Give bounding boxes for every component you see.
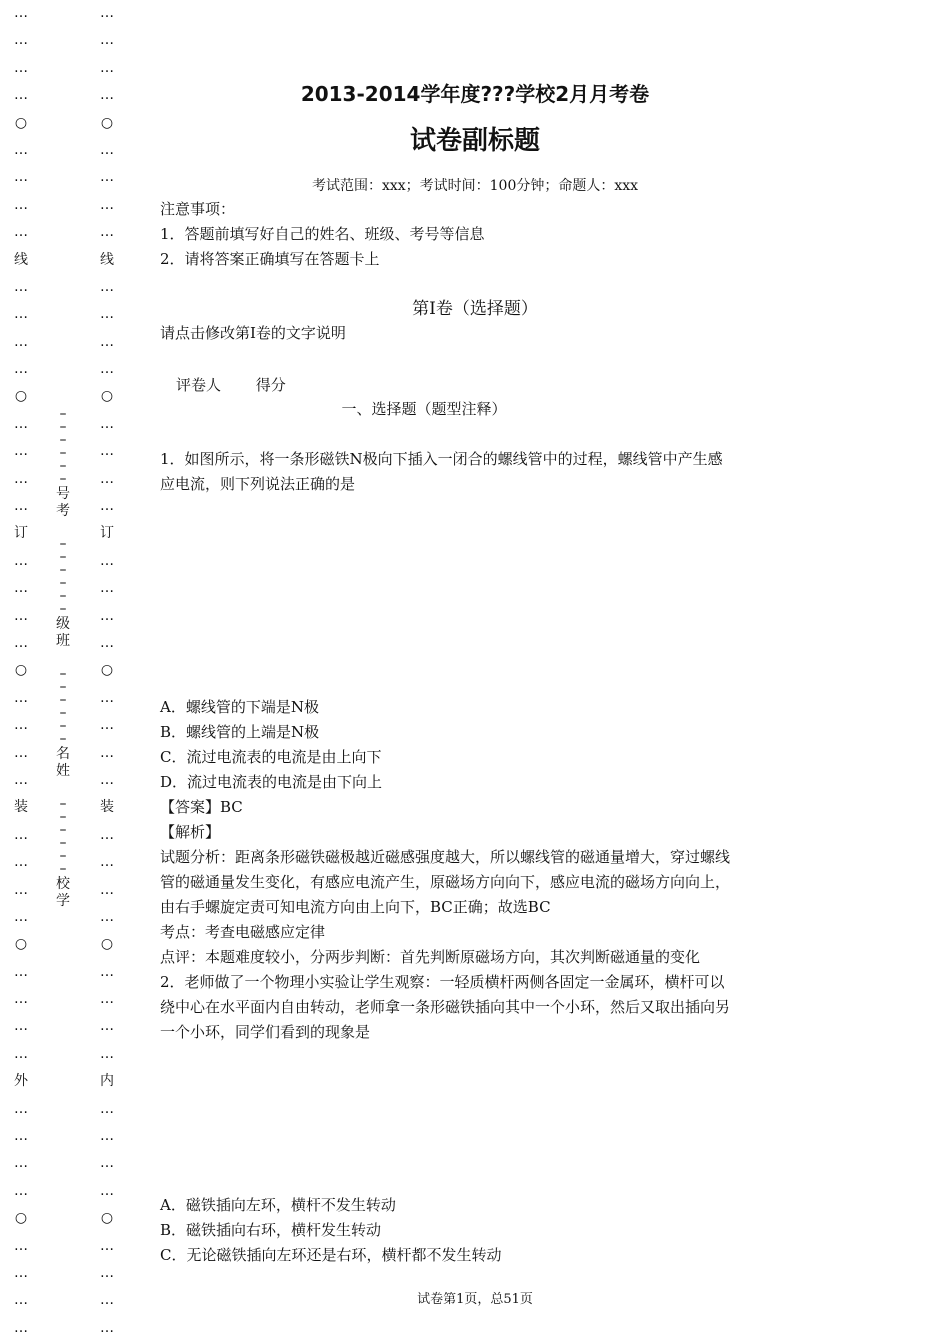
comment: 点评：本题难度较小，分两步判断：首先判断原磁场方向，其次判断磁通量的变化 <box>160 948 701 966</box>
underline-dash: – <box>59 796 67 812</box>
option: B．螺线管的上端是N极 <box>160 723 320 741</box>
margin-mark: … <box>14 1319 28 1336</box>
margin-mark: … <box>14 1045 28 1062</box>
analysis-line: 试题分析：距离条形磁铁磁极越近磁感强度越大，所以螺线管的磁通量增大，穿过螺线 <box>160 848 731 866</box>
underline-dash: – <box>59 861 67 877</box>
margin-mark: 订 <box>100 525 114 542</box>
margin-mark: … <box>100 580 114 597</box>
margin-mark: … <box>100 224 114 241</box>
option: A．螺线管的下端是N极 <box>160 698 319 716</box>
margin-mark: … <box>100 1018 114 1035</box>
margin-circle: ○ <box>100 936 114 953</box>
margin-mark: … <box>14 470 28 487</box>
binding-field-label: 号 考 <box>56 486 70 519</box>
margin-circle: ○ <box>100 662 114 679</box>
underline-dash: – <box>59 549 67 565</box>
notes-item: 1．答题前填写好自己的姓名、班级、考号等信息 <box>160 225 485 243</box>
volume-description: 请点击修改第I卷的文字说明 <box>160 324 346 342</box>
margin-mark: … <box>14 59 28 76</box>
margin-mark: … <box>100 333 114 350</box>
volume-heading: 第I卷（选择题） <box>412 299 538 319</box>
underline-dash: – <box>59 445 67 461</box>
margin-mark: … <box>100 771 114 788</box>
margin-mark: 线 <box>100 251 114 268</box>
underline-dash: – <box>59 679 67 695</box>
margin-mark: … <box>100 908 114 925</box>
margin-mark: … <box>100 689 114 706</box>
margin-circle: ○ <box>14 662 28 679</box>
binding-margin-outer <box>8 0 34 1342</box>
margin-mark: … <box>100 963 114 980</box>
underline-dash: – <box>59 536 67 552</box>
margin-mark: … <box>100 306 114 323</box>
underline-dash: – <box>59 471 67 487</box>
margin-mark: … <box>14 361 28 378</box>
underline-dash: – <box>59 848 67 864</box>
margin-mark: … <box>14 744 28 761</box>
margin-mark: … <box>14 32 28 49</box>
underline-dash: – <box>59 718 67 734</box>
analysis-line: 由右手螺旋定责可知电流方向由上向下，BC正确；故选BC <box>160 898 551 916</box>
underline-dash: – <box>59 809 67 825</box>
margin-mark: … <box>100 470 114 487</box>
margin-mark: … <box>14 443 28 460</box>
student-info-binding-strip <box>52 408 74 928</box>
exam-subtitle: 试卷副标题 <box>409 126 540 156</box>
margin-mark: 订 <box>14 525 28 542</box>
margin-mark: … <box>100 607 114 624</box>
margin-mark: 外 <box>14 1073 28 1090</box>
margin-mark: … <box>100 826 114 843</box>
margin-circle: ○ <box>14 1210 28 1227</box>
margin-mark: … <box>100 278 114 295</box>
margin-mark: … <box>100 196 114 213</box>
margin-mark: … <box>14 552 28 569</box>
underline-dash: – <box>59 575 67 591</box>
analysis-line: 管的磁通量发生变化，有感应电流产生，原磁场方向向下，感应电流的磁场方向向上， <box>160 873 731 891</box>
option: D．流过电流表的电流是由下向上 <box>160 773 383 791</box>
margin-mark: … <box>100 717 114 734</box>
analysis-label: 【解析】 <box>160 823 221 841</box>
binding-margin-inner <box>94 0 120 1342</box>
margin-circle: ○ <box>14 388 28 405</box>
page-footer: 试卷第1页，总51页 <box>417 1292 533 1307</box>
margin-mark: … <box>14 1182 28 1199</box>
margin-circle: ○ <box>100 114 114 131</box>
option: C．流过电流表的电流是由上向下 <box>160 748 382 766</box>
margin-mark: … <box>100 415 114 432</box>
margin-mark: … <box>100 744 114 761</box>
margin-mark: … <box>14 1128 28 1145</box>
margin-mark: … <box>100 498 114 515</box>
question-1-stem: 1．如图所示，将一条形磁铁N极向下插入一闭合的螺线管中的过程，螺线管中产生感 应电流，则下列说法正确的是 <box>160 450 723 493</box>
underline-dash: – <box>59 835 67 851</box>
margin-circle: ○ <box>14 114 28 131</box>
margin-mark: … <box>100 1319 114 1336</box>
margin-mark: … <box>14 1155 28 1172</box>
margin-mark: … <box>14 306 28 323</box>
margin-circle: ○ <box>100 1210 114 1227</box>
margin-mark: … <box>100 1155 114 1172</box>
scorer-table <box>176 374 316 395</box>
underline-dash: – <box>59 731 67 747</box>
margin-mark: … <box>14 1264 28 1281</box>
margin-mark: 线 <box>14 251 28 268</box>
margin-mark: … <box>100 1237 114 1254</box>
margin-mark: … <box>100 443 114 460</box>
margin-mark: … <box>100 1182 114 1199</box>
binding-field-label: 名 姓 <box>56 746 70 779</box>
margin-mark: … <box>14 717 28 734</box>
exam-title: 2013-2014学年度???学校2月月考卷 <box>300 82 650 106</box>
underline-dash: – <box>59 419 67 435</box>
section-heading: 一、选择题（题型注释） <box>341 400 507 418</box>
underline-dash: – <box>59 588 67 604</box>
margin-mark: … <box>100 59 114 76</box>
scorer-label: 评卷人 <box>176 376 222 394</box>
margin-mark: … <box>14 634 28 651</box>
margin-mark: … <box>14 826 28 843</box>
margin-mark: … <box>14 169 28 186</box>
exam-info: 考试范围：xxx；考试时间：100分钟；命题人：xxx <box>311 178 639 194</box>
notes-item: 2．请将答案正确填写在答题卡上 <box>160 250 380 268</box>
margin-circle: ○ <box>14 936 28 953</box>
question-2-stem-line: 绕中心在水平面内自由转动，老师拿一条形磁铁插向其中一个小环，然后又取出插向另 <box>160 998 731 1016</box>
margin-mark: … <box>100 141 114 158</box>
question-2-stem-line: 2．老师做了一个物理小实验让学生观察：一轻质横杆两侧各固定一金属环，横杆可以 <box>160 973 725 991</box>
margin-mark: … <box>14 607 28 624</box>
margin-mark: … <box>14 224 28 241</box>
margin-mark: … <box>100 361 114 378</box>
option: B．磁铁插向右环，横杆发生转动 <box>160 1221 382 1239</box>
underline-dash: – <box>59 458 67 474</box>
margin-mark: … <box>14 1292 28 1309</box>
underline-dash: – <box>59 692 67 708</box>
margin-mark: … <box>100 854 114 871</box>
underline-dash: – <box>59 601 67 617</box>
margin-circle: ○ <box>100 388 114 405</box>
margin-mark: … <box>100 1100 114 1117</box>
margin-mark: … <box>14 881 28 898</box>
underline-dash: – <box>59 666 67 682</box>
margin-mark: … <box>14 278 28 295</box>
margin-mark: … <box>14 1018 28 1035</box>
margin-mark: … <box>14 5 28 21</box>
margin-mark: … <box>100 87 114 104</box>
margin-mark: … <box>14 771 28 788</box>
margin-mark: … <box>14 1237 28 1254</box>
margin-mark: … <box>100 169 114 186</box>
score-label: 得分 <box>255 376 286 394</box>
question-2-stem-line: 一个小环，同学们看到的现象是 <box>160 1023 371 1041</box>
margin-mark: … <box>100 991 114 1008</box>
underline-dash: – <box>59 822 67 838</box>
margin-mark: … <box>100 1128 114 1145</box>
underline-dash: – <box>59 406 67 422</box>
option: A．磁铁插向左环，横杆不发生转动 <box>160 1196 396 1214</box>
margin-mark: … <box>14 87 28 104</box>
underline-dash: – <box>59 705 67 721</box>
margin-mark: … <box>14 498 28 515</box>
option: C．无论磁铁插向左环还是右环，横杆都不发生转动 <box>160 1246 502 1264</box>
margin-mark: … <box>100 1264 114 1281</box>
binding-field-label: 级 班 <box>56 616 70 649</box>
margin-mark: … <box>14 963 28 980</box>
margin-mark: … <box>100 1045 114 1062</box>
binding-field-label: 校 学 <box>56 876 70 909</box>
question-2-options <box>160 1193 800 1268</box>
margin-mark: … <box>100 552 114 569</box>
margin-mark: … <box>100 5 114 21</box>
margin-mark: … <box>100 634 114 651</box>
margin-mark: 装 <box>14 799 28 816</box>
notes <box>160 197 800 272</box>
margin-mark: … <box>14 689 28 706</box>
question-1-body <box>160 695 800 1045</box>
margin-mark: … <box>14 854 28 871</box>
margin-mark: … <box>100 1292 114 1309</box>
margin-mark: … <box>14 1100 28 1117</box>
margin-mark: … <box>14 141 28 158</box>
underline-dash: – <box>59 432 67 448</box>
answer: 【答案】BC <box>160 798 243 816</box>
margin-mark: 装 <box>100 799 114 816</box>
margin-mark: 内 <box>100 1073 114 1090</box>
margin-mark: … <box>14 333 28 350</box>
underline-dash: – <box>59 562 67 578</box>
margin-mark: … <box>100 32 114 49</box>
margin-mark: … <box>14 991 28 1008</box>
notes-heading: 注意事项： <box>160 200 236 218</box>
margin-mark: … <box>14 415 28 432</box>
margin-mark: … <box>14 580 28 597</box>
margin-mark: … <box>100 881 114 898</box>
margin-mark: … <box>14 908 28 925</box>
margin-mark: … <box>14 196 28 213</box>
kaodian: 考点：考查电磁感应定律 <box>160 923 326 941</box>
